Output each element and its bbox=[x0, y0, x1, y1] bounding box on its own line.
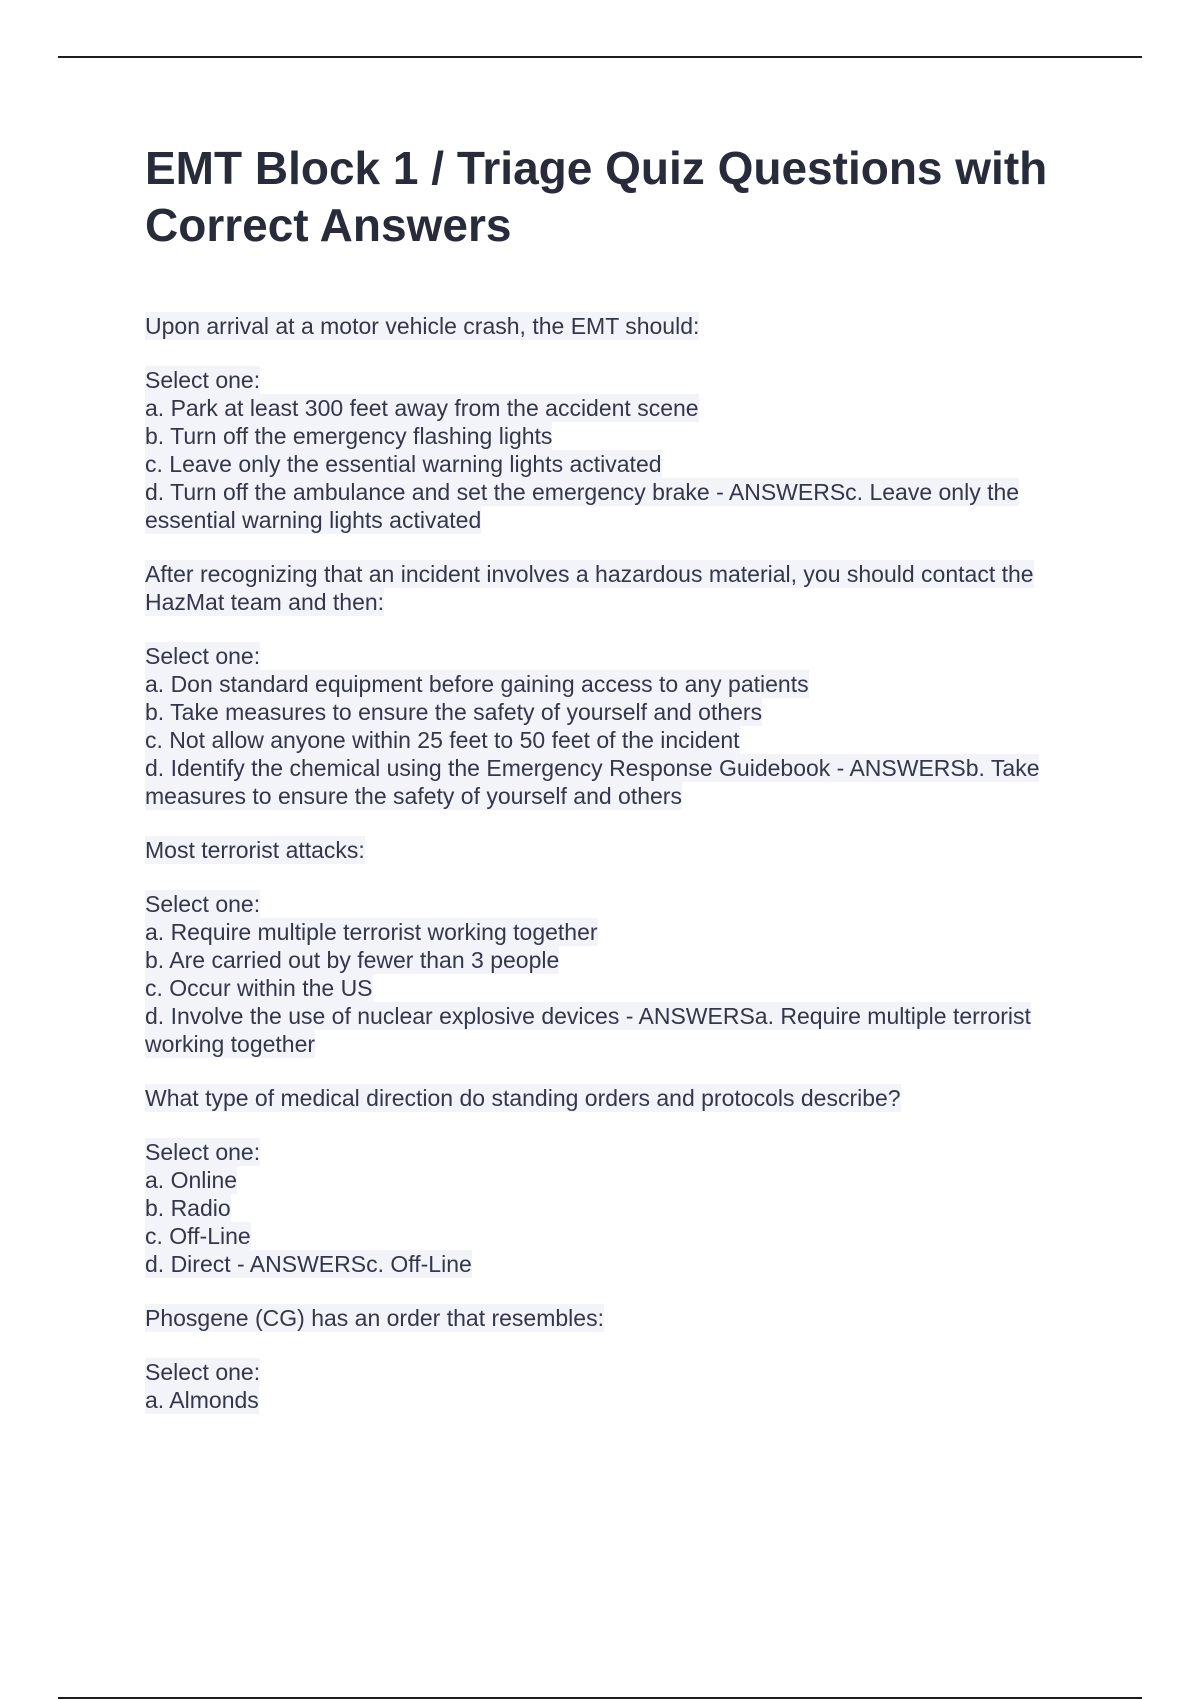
option-a: a. Park at least 300 feet away from the accident scene bbox=[145, 395, 699, 421]
question-prompt: After recognizing that an incident involves a hazardous material, you should contact the HazMat team and then: bbox=[145, 561, 1034, 615]
document-body bbox=[145, 312, 1085, 1440]
option-b: b. Turn off the emergency flashing lights bbox=[145, 423, 553, 449]
question-options bbox=[145, 1358, 1085, 1414]
top-rule bbox=[58, 56, 1142, 58]
question-options bbox=[145, 366, 1085, 534]
option-c: c. Leave only the essential warning lights activated bbox=[145, 451, 662, 477]
question-options bbox=[145, 890, 1085, 1058]
question-options bbox=[145, 642, 1085, 810]
option-d-with-answer: d. Turn off the ambulance and set the emergency brake - ANSWERSc. Leave only the essential warning lights activated bbox=[145, 479, 1020, 533]
bottom-rule bbox=[58, 1697, 1142, 1699]
select-label: Select one: bbox=[145, 891, 261, 917]
option-a: a. Online bbox=[145, 1167, 238, 1193]
document-title: EMT Block 1 / Triage Quiz Questions with Correct Answers bbox=[145, 142, 1048, 251]
option-a: a. Don standard equipment before gaining access to any patients bbox=[145, 671, 809, 697]
question-prompt: What type of medical direction do standing orders and protocols describe? bbox=[145, 1085, 901, 1111]
option-a: a. Require multiple terrorist working together bbox=[145, 919, 598, 945]
select-label: Select one: bbox=[145, 1139, 261, 1165]
question-prompt: Most terrorist attacks: bbox=[145, 837, 365, 863]
select-label: Select one: bbox=[145, 367, 261, 393]
question-prompt: Phosgene (CG) has an order that resembles: bbox=[145, 1305, 604, 1331]
option-b: b. Are carried out by fewer than 3 people bbox=[145, 947, 560, 973]
option-c: c. Not allow anyone within 25 feet to 50 feet of the incident bbox=[145, 727, 740, 753]
option-a: a. Almonds bbox=[145, 1387, 259, 1413]
question-prompt: Upon arrival at a motor vehicle crash, the EMT should: bbox=[145, 313, 700, 339]
option-d-with-answer: d. Direct - ANSWERSc. Off-Line bbox=[145, 1251, 472, 1277]
select-label: Select one: bbox=[145, 643, 261, 669]
select-label: Select one: bbox=[145, 1359, 261, 1385]
option-c: c. Occur within the US bbox=[145, 975, 373, 1001]
option-b: b. Radio bbox=[145, 1195, 231, 1221]
option-c: c. Off-Line bbox=[145, 1223, 251, 1249]
question-options bbox=[145, 1138, 1085, 1278]
option-d-with-answer: d. Involve the use of nuclear explosive devices - ANSWERSa. Require multiple terrorist working together bbox=[145, 1003, 1031, 1057]
option-d-with-answer: d. Identify the chemical using the Emergency Response Guidebook - ANSWERSb. Take measures to ensure the safety of yourself and others bbox=[145, 755, 1040, 809]
option-b: b. Take measures to ensure the safety of yourself and others bbox=[145, 699, 763, 725]
